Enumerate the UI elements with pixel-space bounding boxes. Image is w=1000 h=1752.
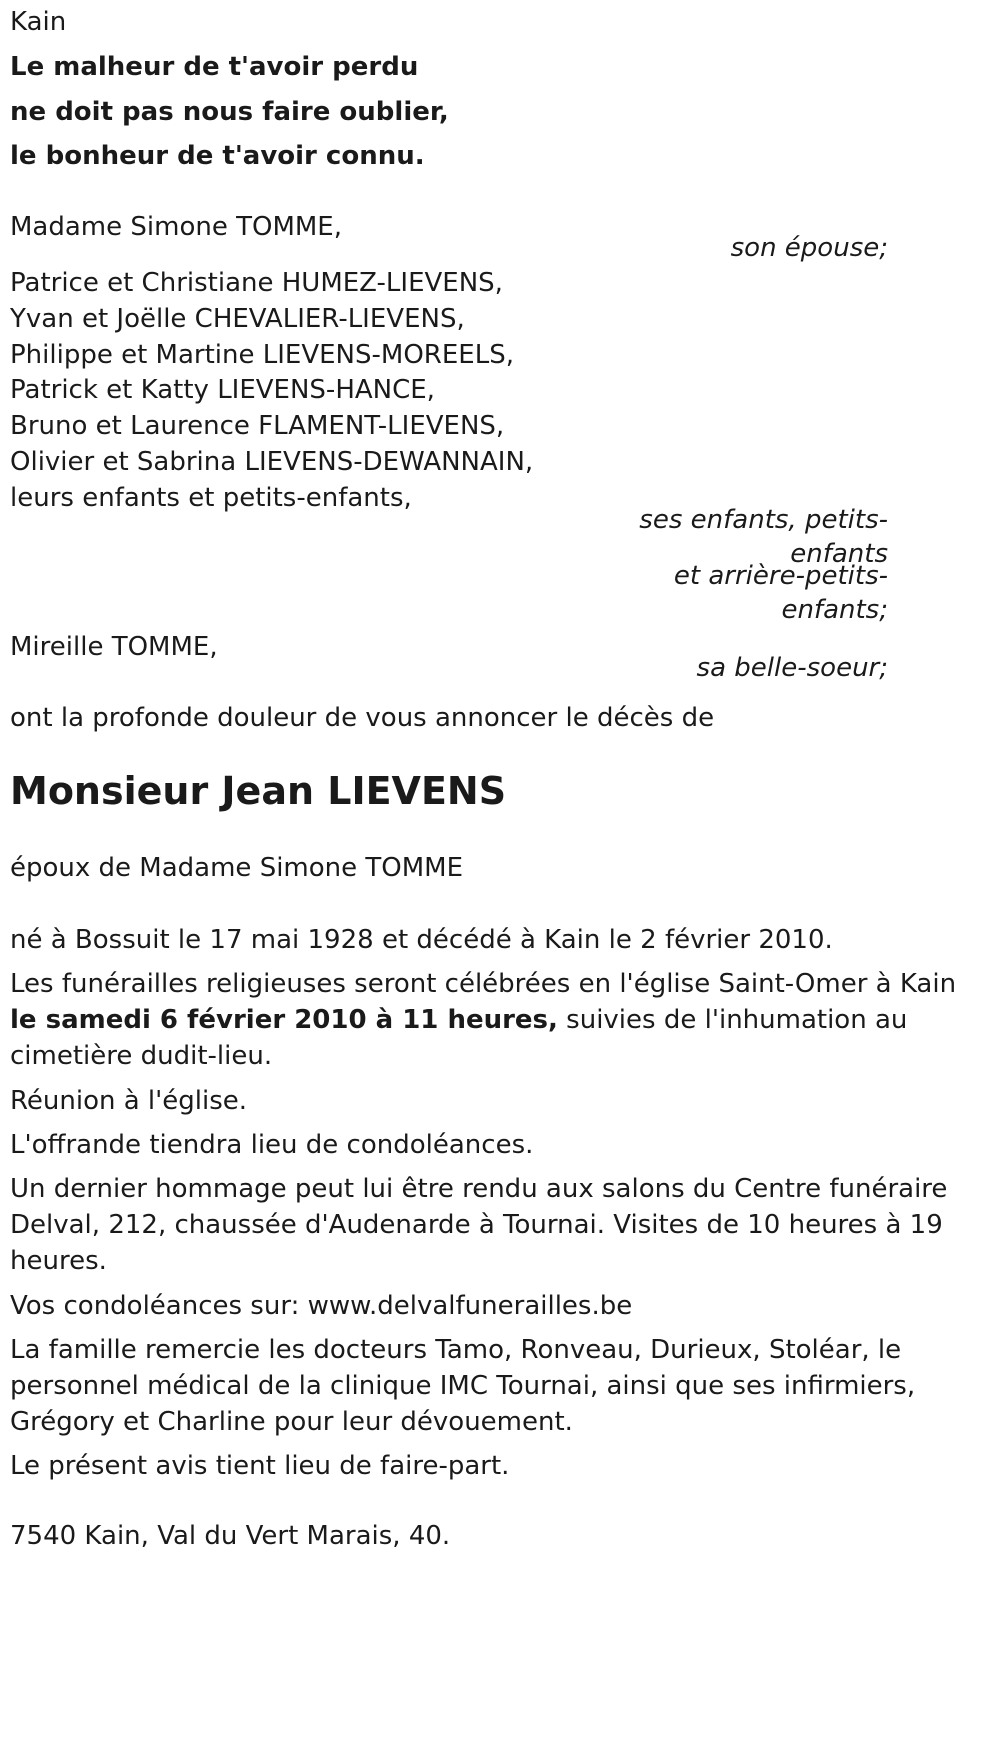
funeral-date-time: le samedi 6 février 2010 à 11 heures, — [10, 1005, 558, 1035]
child-line-1: Patrice et Christiane HUMEZ-LIEVENS, — [10, 268, 503, 298]
location-label: Kain — [10, 7, 67, 37]
spouse-relation: son épouse; — [730, 233, 888, 263]
sister-in-law-name: Mireille TOMME, — [10, 632, 218, 662]
condolences-line: Vos condoléances sur: www.delvalfunerailles.be — [10, 1291, 633, 1321]
spouse-name: Madame Simone TOMME, — [10, 212, 342, 242]
birth-death-line: né à Bossuit le 17 mai 1928 et décédé à Kain le 2 février 2010. — [10, 925, 833, 955]
funeral-line-2 — [10, 1002, 907, 1038]
child-line-7: leurs enfants et petits-enfants, — [10, 483, 412, 513]
child-line-5: Bruno et Laurence FLAMENT-LIEVENS, — [10, 411, 505, 441]
deceased-spouse-line: époux de Madame Simone TOMME — [10, 853, 464, 883]
thanks-line-2: personnel médical de la clinique IMC Tournai, ainsi que ses infirmiers, — [10, 1371, 916, 1401]
child-line-4: Patrick et Katty LIEVENS-HANCE, — [10, 375, 435, 405]
tribute-line-2: Delval, 212, chaussée d'Audenarde à Tournai. Visites de 10 heures à 19 — [10, 1210, 943, 1240]
thanks-line-1: La famille remercie les docteurs Tamo, Ronveau, Durieux, Stoléar, le — [10, 1335, 902, 1365]
obituary-notice — [10, 0, 1000, 1752]
child-line-6: Olivier et Sabrina LIEVENS-DEWANNAIN, — [10, 447, 534, 477]
child-line-3: Philippe et Martine LIEVENS-MOREELS, — [10, 340, 514, 370]
children-relation-1: ses enfants, petits- — [639, 505, 888, 535]
offering-line: L'offrande tiendra lieu de condoléances. — [10, 1130, 534, 1160]
children-relation-2: enfants — [790, 539, 888, 569]
tribute-line-3: heures. — [10, 1246, 107, 1276]
deceased-name: Monsieur Jean LIEVENS — [10, 769, 507, 813]
announcement-text: ont la profonde douleur de vous annoncer le décès de — [10, 703, 715, 733]
thanks-line-3: Grégory et Charline pour leur dévouement. — [10, 1407, 573, 1437]
tribute-line-1: Un dernier hommage peut lui être rendu aux salons du Centre funéraire — [10, 1174, 948, 1204]
children-relation-3: et arrière-petits- — [673, 561, 888, 591]
quote-line-1: Le malheur de t'avoir perdu — [10, 52, 419, 82]
address-line: 7540 Kain, Val du Vert Marais, 40. — [10, 1521, 451, 1551]
funeral-line-1: Les funérailles religieuses seront célébrées en l'église Saint-Omer à Kain — [10, 969, 957, 999]
funeral-line-3: cimetière dudit-lieu. — [10, 1041, 273, 1071]
notice-line: Le présent avis tient lieu de faire-part. — [10, 1451, 510, 1481]
funeral-burial-text: suivies de l'inhumation au — [557, 1005, 908, 1035]
quote-line-3: le bonheur de t'avoir connu. — [10, 141, 425, 171]
meeting-line: Réunion à l'église. — [10, 1086, 248, 1116]
children-relation-4: enfants; — [781, 595, 888, 625]
quote-line-2: ne doit pas nous faire oublier, — [10, 97, 449, 127]
child-line-2: Yvan et Joëlle CHEVALIER-LIEVENS, — [10, 304, 465, 334]
sister-in-law-relation: sa belle-soeur; — [696, 653, 888, 683]
